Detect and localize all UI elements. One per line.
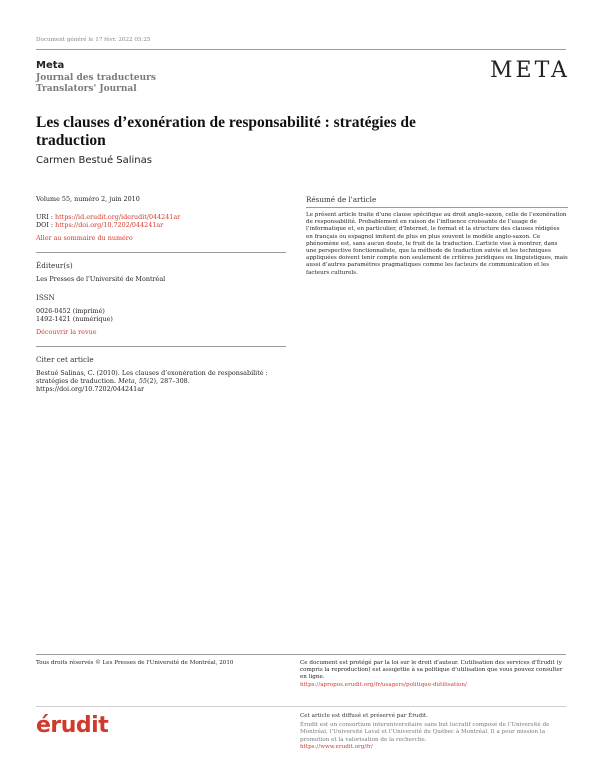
abstract-heading: Résumé de l'article (306, 195, 377, 204)
journal-name: Meta (36, 60, 65, 71)
publisher-name: Les Presses de l'Université de Montréal (36, 275, 166, 283)
journal-name-en: Translators' Journal (36, 84, 137, 94)
publisher-heading: Éditeur(s) (36, 261, 73, 270)
issn-digital: 1492-1421 (numérique) (36, 315, 113, 323)
rights-notice: Tous droits réservés © Les Presses de l'Université de Montréal, 2010 (36, 660, 234, 666)
diffusion-text: Érudit est un consortium interuniversitaire sans but lucratif composé de l’Université de Montréal, l’Université Laval et l’Université du Québec à Montréal. Il a pour mission la promotion et la valorisation de la recherche. (300, 722, 550, 743)
erudit-link[interactable]: https://www.erudit.org/fr/ (300, 743, 373, 750)
abstract-divider (306, 207, 568, 208)
header-divider (36, 49, 566, 50)
citation-journal: Meta (118, 377, 135, 385)
citation-volume: 55 (138, 377, 147, 385)
citation-heading: Citer cet article (36, 355, 94, 364)
article-title: Les clauses d’exonération de responsabilité : stratégies de traduction (36, 114, 416, 149)
uri-label: URI : (36, 213, 55, 221)
journal-name-fr: Journal des traducteurs (36, 73, 156, 83)
divider (36, 346, 286, 347)
footer-divider (36, 654, 566, 655)
divider (36, 252, 286, 253)
citation-post: (2), 287–308. https://doi.org/10.7202/044241ar (36, 377, 190, 393)
discover-journal-link[interactable]: Découvrir la revue (36, 328, 97, 336)
abstract-text: Le présent article traite d’une clause spécifique au droit anglo-saxon, celle de l’exonération de responsabilité. Probablement en raison de l’influence croissante de l’usage de l’informatique et, en particulier, d’Internet, le format et la structure des clauses rédigées en français ou espagnol imitent de plus en plus souvent le modèle anglo-saxon. Ce phénomène est, sans aucun doute, le fruit de la traduction. L’article vise à montrer, dans une perspective fonctionnaliste, que la méthode de traduction suivie et les techniques appliquées doivent tenir compte non seulement de critères juridiques ou linguistiques, mais aussi d’autres paramètres pragmatiques comme les facteurs de communication et les facteurs culturels. (306, 212, 568, 276)
uri-line (36, 213, 286, 221)
citation-pre: Bestué Salinas, C. (2010). Les clauses d’exonération de responsabilité : stratégies de traduction. (36, 369, 268, 385)
doi-line (36, 221, 286, 229)
toc-link[interactable]: Aller au sommaire du numéro (36, 234, 133, 242)
meta-logo: META (490, 58, 570, 83)
policy-link[interactable]: https://apropos.erudit.org/fr/usagers/politique-dutilisation/ (300, 681, 467, 688)
citation-sep: , (134, 377, 139, 385)
footer-bottom-divider (36, 706, 566, 707)
issn-heading: ISSN (36, 293, 55, 302)
doi-label: DOI : (36, 221, 56, 229)
copyright-notice (300, 660, 565, 689)
issn-print: 0026-0452 (imprimé) (36, 307, 105, 315)
article-author: Carmen Bestué Salinas (36, 155, 152, 166)
generated-note: Document généré le 17 févr. 2022 05:25 (36, 37, 151, 43)
metadata-column (36, 195, 286, 393)
erudit-logo[interactable]: érudit (36, 713, 109, 738)
volume-info: Volume 55, numéro 2, juin 2010 (36, 195, 140, 203)
diffusion-heading: Cet article est diffusé et préservé par Érudit. (300, 713, 428, 719)
doi-link[interactable]: https://doi.org/10.7202/044241ar (55, 221, 164, 229)
citation-text (36, 369, 286, 393)
abstract-column (306, 195, 568, 277)
erudit-info (300, 713, 565, 751)
uri-link[interactable]: https://id.erudit.org/iderudit/044241ar (54, 213, 181, 221)
copyright-text: Ce document est protégé par la loi sur le droit d’auteur. L’utilisation des services d’Érudit (y compris la reproduction) est assujettie à sa politique d’utilisation que vous pouvez consulter en ligne. (300, 660, 563, 681)
